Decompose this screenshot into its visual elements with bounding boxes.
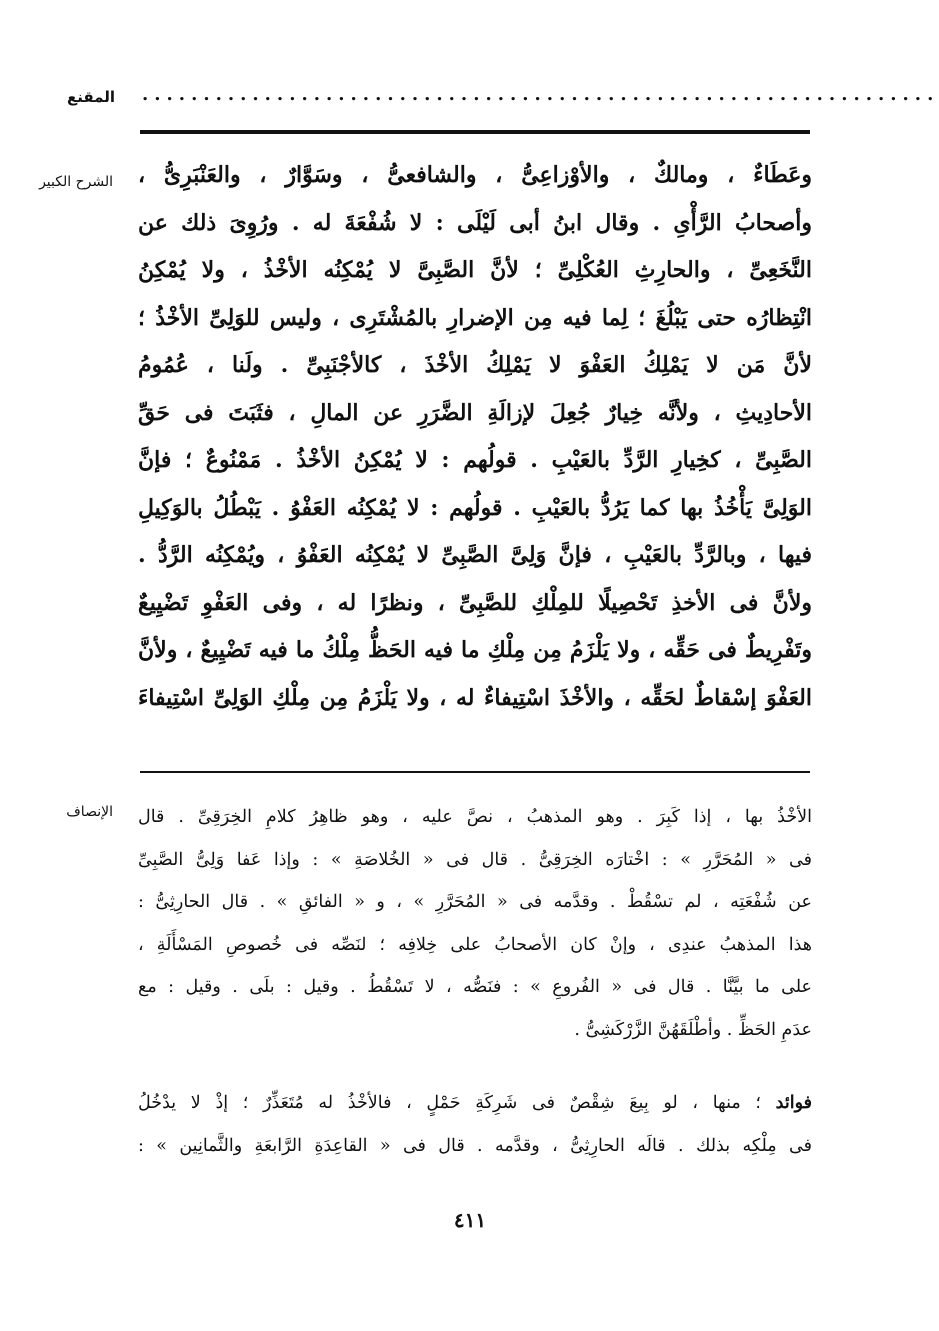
fawaid-line: فى مِلْكِه بذلك . قالَه الحارِثِىُّ ، وقدَّمه . قال فى « القاعِدَةِ الرَّابعَةِ والثَّمانِين » : (138, 1136, 812, 1156)
header-rule (140, 130, 810, 134)
fawaid-heading: فوائد (775, 1093, 812, 1113)
main-text-line: وأصحابُ الرَّأْىِ . وقال ابنُ أبى لَيْلَى : لا شُفْعَةَ له . ورُوِىَ ذلك عن (138, 209, 812, 236)
margin-label-main: الشرح الكبير (39, 174, 113, 190)
main-text-line: ولأنَّ فى الأخذِ تَحْصِيلًا للمِلْكِ للصَّبِىِّ ، ونظرًا له ، وفى العَفْوِ تَضْيِيعٌ (138, 589, 812, 616)
main-text-line: لأنَّ مَن لا يَمْلِكُ العَفْوَ لا يَمْلِكُ الأخْذَ ، كالأجْنَبِىِّ . ولَنا ، عُمُومُ (138, 352, 812, 378)
main-text-line: وعَطَاءٌ ، ومالكٌ ، والأوْزاعِىُّ ، والشافعىُّ ، وسَوَّارٌ ، والعَنْبَرِىُّ ، (138, 162, 812, 188)
insaf-text-line: على ما بيَّنَّا . قال فى « الفُروعِ » : فنَصُّه ، لا تَسْقُطُ . وقيل : بلَى . وقيل : مع (138, 977, 812, 998)
main-text-line: النَّخَعِىِّ ، والحارِثِ العُكْلِىِّ ؛ لأنَّ الصَّبِىَّ لا يُمْكِنُه الأخْذُ ، ولا يُمْكِنُ (138, 257, 812, 283)
fawaid-line (138, 1082, 812, 1125)
insaf-text-line: فى « المُحَرَّرِ » : اخْتارَه الخِرَقِىُّ . قال فى « الخُلاصَةِ » : وإذا عَفا وَلِىُّ الصَّبِىِّ (138, 849, 812, 870)
insaf-text-line: هذا المذهبُ عندِى ، وإنْ كان الأصحابُ على خِلافِه ؛ لنَصِّه فى خُصوصِ المَسْأَلَةِ ، (138, 934, 812, 955)
insaf-text-block (138, 796, 812, 1052)
fawaid-line-text: ؛ منها ، لو بِيعَ شِقْصٌ فى شَرِكَةِ حَمْلٍ ، فالأخْذُ له مُتَعَذِّرٌ ؛ إذْ لا يدْخُلُ (138, 1093, 761, 1113)
main-text-line: العَفْوَ إسْقاطٌ لحَقِّه ، والأخْذَ اسْتِيفاءٌ له ، ولا يَلْزَمُ مِن مِلْكِ الوَلِىِّ اسْتِيفاءَ (138, 684, 812, 711)
insaf-text-line: عدَمِ الحَظِّ . وأطْلَقَهُنَّ الزَّرْكَشِىُّ . (574, 1019, 812, 1040)
section-divider (140, 771, 810, 773)
page-number: ٤١١ (453, 1208, 487, 1232)
main-text-line: وتَفْرِيطٌ فى حَقِّه ، ولا يَلْزَمُ مِن مِلْكِ ما فيه الحَظُّ مِلْكُ ما فيه تَضْيِيعٌ ، ولأنَّ (138, 637, 812, 663)
margin-label-insaf: الإنصاف (66, 804, 113, 820)
running-header-title: المقنع (67, 88, 115, 106)
insaf-text-line: الأخْذُ بها ، إذا كَبِرَ . وهو المذهبُ ، نصَّ عليه ، وهو ظاهِرُ كلامِ الخِرَقِىِّ . قال (138, 807, 812, 827)
main-text-line: الصَّبِىِّ ، كخِيارِ الرَّدِّ بالعَيْبِ . قولُهم : لا يُمْكِنُ الأخْذُ . مَمْنُوعٌ ؛ فإنَّ (138, 447, 812, 473)
main-text-line: الأحادِيثِ ، ولأنَّه خِيارٌ جُعِلَ لإزالَةِ الضَّرَرِ عن المالِ ، فثَبَتَ فى حَقِّ (138, 399, 812, 426)
header-dotted-leader: ................................................................. (142, 84, 939, 105)
main-text-line: فيها ، وبالرَّدِّ بالعَيْبِ ، فإنَّ وَلِىَّ الصَّبِىِّ لا يُمْكِنُه العَفْوُ ، ويُمْكِنُه الرَّدُّ . (138, 542, 812, 568)
main-text-block (138, 152, 812, 722)
main-text-line: انْتِظارُه حتى يَبْلُغَ ؛ لِما فيه مِن الإضرارِ بالمُشْتَرِى ، وليس للوَلِىِّ الأخْذُ ؛ (138, 304, 812, 331)
main-text-line: الوَلِىَّ يَأْخُذُ بها كما يَرُدُّ بالعَيْبِ . قولُهم : لا يُمْكِنُه العَفْوُ . يَبْطُلُ بالوَكِيلِ (138, 494, 812, 521)
fawaid-block (138, 1082, 812, 1168)
insaf-text-line: عن شُفْعَتِه ، لم تسْقُطْ . وقدَّمه فى « المُحَرَّرِ » ، و « الفائقِ » . قال الحارِثِىُّ : (138, 892, 812, 913)
